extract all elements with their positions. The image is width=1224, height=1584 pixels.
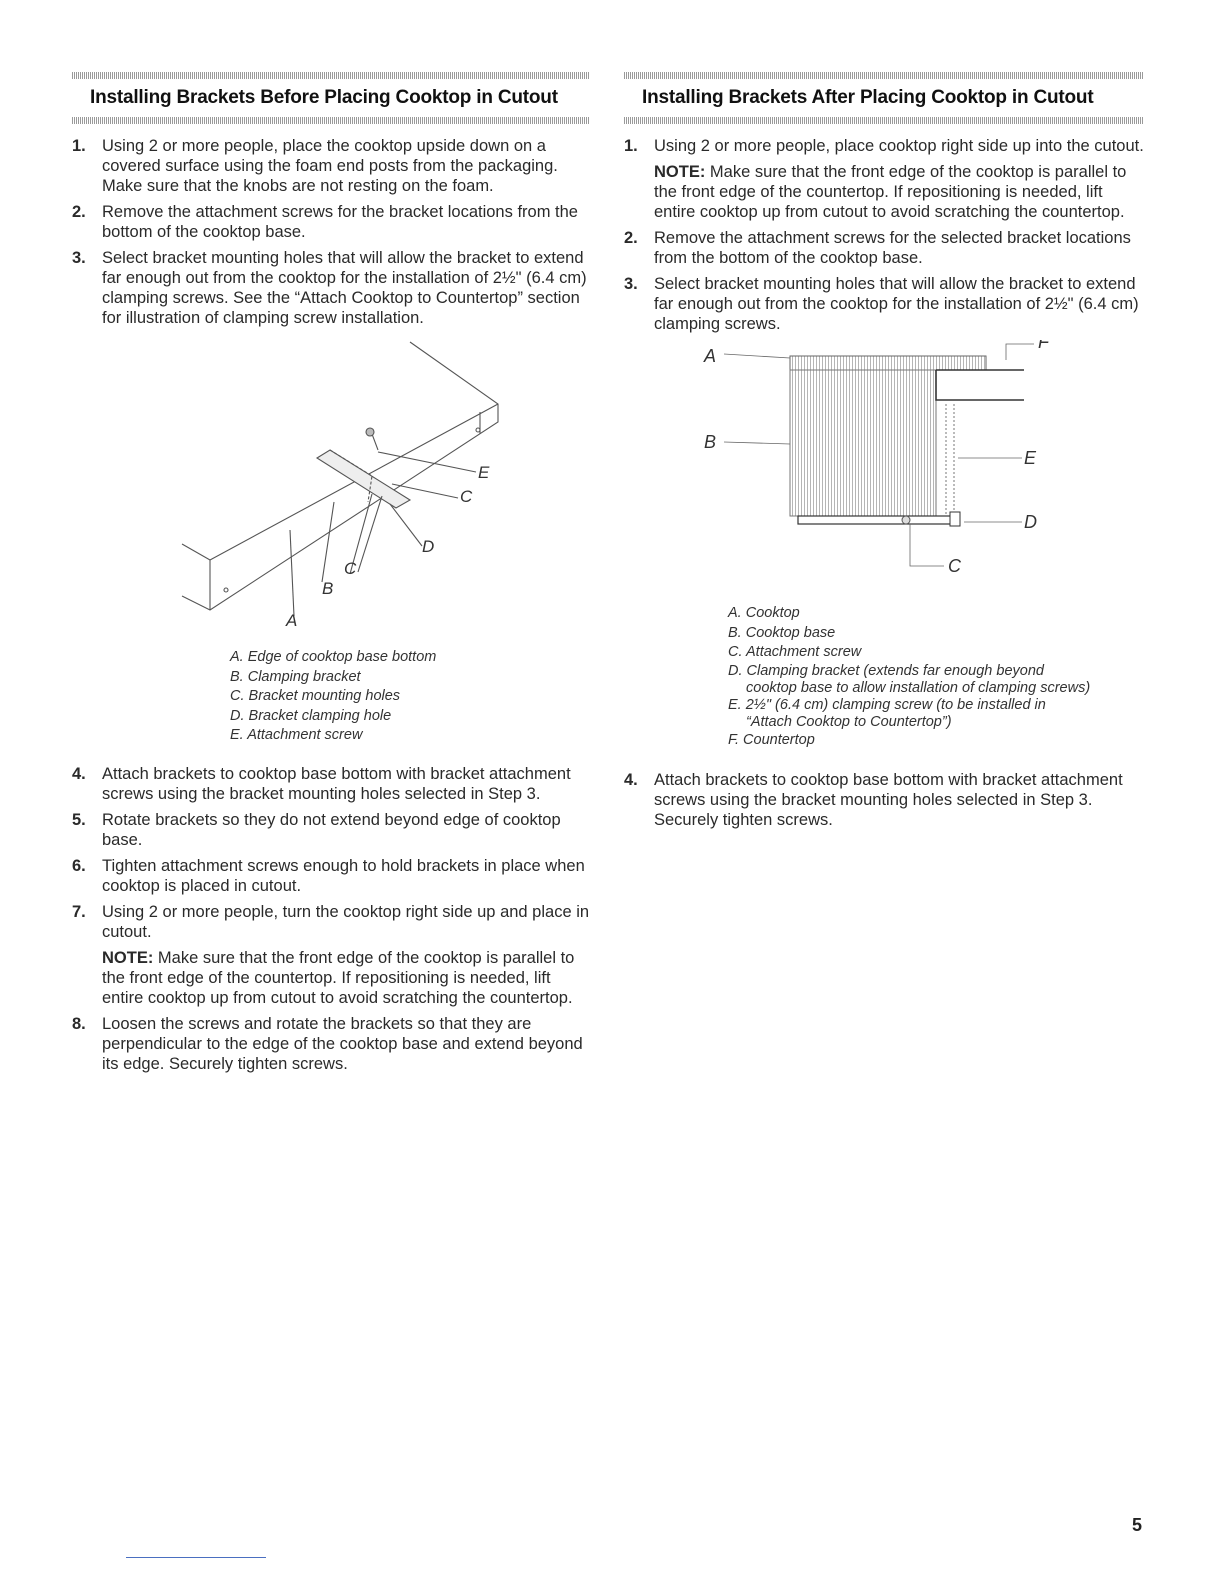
step-text: Loosen the screws and rotate the brackets so that they are perpendicular to the edge of the cooktop base and extend beyond its edge. Securely tighten screws.	[102, 1014, 583, 1073]
note	[102, 948, 590, 1008]
legend-item: B. Clamping bracket	[230, 668, 361, 685]
note-text: Make sure that the front edge of the cooktop is parallel to the front edge of the countertop. If repositioning is needed, lift entire cooktop up from cutout to avoid scratching the countertop.	[102, 948, 575, 1007]
label-a: A	[286, 611, 298, 630]
step-number: 2.	[624, 229, 638, 247]
steps-before-list	[72, 136, 590, 328]
step-text: Remove the attachment screws for the bracket locations from the bottom of the cooktop base.	[102, 203, 578, 241]
cutout-diagram-svg	[624, 340, 1144, 602]
step-number: 3.	[624, 275, 638, 293]
list-item	[72, 810, 590, 850]
steps-after-list	[624, 136, 1144, 334]
bracket-diagram-before	[72, 334, 590, 644]
step-number: 4.	[72, 764, 86, 783]
label-c2: C	[344, 559, 357, 578]
label-d: D	[422, 537, 435, 556]
legend-item: A. Edge of cooktop base bottom	[230, 649, 437, 665]
note-text: Make sure that the front edge of the cooktop is parallel to the front edge of the countertop. If repositioning is needed, lift entire cooktop up from cutout to avoid scratching the countertop.	[654, 163, 1127, 221]
bracket-diagram-svg	[72, 334, 590, 644]
step-number: 2.	[72, 203, 86, 221]
list-item	[624, 770, 1144, 830]
step-text: Using 2 or more people, place the cooktop upside down on a covered surface using the foam end posts from the packaging. Make sure that the knobs are not resting on the foam.	[102, 137, 558, 195]
step-number: 7.	[72, 902, 86, 921]
list-item	[624, 136, 1144, 222]
legend-item: F. Countertop	[728, 731, 815, 748]
step-number: 6.	[72, 856, 86, 875]
label-a: A	[704, 346, 717, 366]
legend-item-continued: cooktop base to allow installation of clamping screws)	[746, 679, 1091, 696]
step-number: 4.	[624, 771, 638, 789]
right-column	[624, 72, 1144, 836]
step-text: Select bracket mounting holes that will allow the bracket to extend far enough out from the cooktop for the installation of 2½" (6.4 cm) clamping screws.	[654, 275, 1139, 333]
list-item	[72, 1014, 590, 1074]
label-d: D	[1024, 512, 1037, 532]
legend-item: C. Attachment screw	[728, 644, 862, 660]
section-rule-top	[624, 72, 1144, 79]
legend-item-continued: “Attach Cooktop to Countertop”)	[746, 713, 952, 730]
label-b: B	[322, 579, 334, 598]
legend-item: E. Attachment screw	[230, 727, 363, 743]
label-f: F	[1038, 340, 1049, 352]
legend-item: E. 2½" (6.4 cm) clamping screw (to be installed in	[728, 696, 1046, 713]
legend-after	[728, 604, 1144, 750]
label-e: E	[478, 463, 490, 482]
list-item	[72, 856, 590, 896]
legend-before	[230, 648, 590, 746]
note	[654, 162, 1144, 222]
step-number: 3.	[72, 249, 86, 267]
label-e: E	[1024, 448, 1037, 468]
legend-item: D. Bracket clamping hole	[230, 707, 392, 724]
left-column	[72, 72, 590, 1080]
step-text: Using 2 or more people, place cooktop right side up into the cutout.	[654, 137, 1144, 155]
legend-item: A. Cooktop	[728, 605, 800, 621]
step-text: Attach brackets to cooktop base bottom with bracket attachment screws using the bracket mounting holes selected in Step 3. Securely tighten screws.	[654, 771, 1123, 829]
list-item	[72, 764, 590, 804]
section-title-after: Installing Brackets After Placing Cooktop in Cutout	[642, 87, 1094, 108]
step-text: Select bracket mounting holes that will allow the bracket to extend far enough out from the cooktop for the installation of 2½" (6.4 cm) clamping screws. See the “Attach Cooktop to Countertop” section for illustration of clamping screw installation.	[102, 249, 587, 327]
step-number: 5.	[72, 810, 86, 829]
note-label: NOTE:	[654, 163, 706, 181]
label-b: B	[704, 432, 717, 452]
footer-line	[126, 1557, 266, 1558]
list-item	[72, 248, 590, 328]
step-number: 8.	[72, 1014, 86, 1033]
steps-after-list-continued	[624, 770, 1144, 830]
list-item	[624, 228, 1144, 268]
step-text: Using 2 or more people, turn the cooktop right side up and place in cutout.	[102, 902, 590, 941]
section-rule-bottom	[72, 117, 590, 124]
label-c: C	[948, 556, 961, 576]
label-c1: C	[460, 487, 473, 506]
note-label: NOTE:	[102, 948, 154, 967]
steps-before-list-continued	[72, 764, 590, 1074]
bracket-diagram-after	[624, 340, 1144, 602]
step-text: Attach brackets to cooktop base bottom with bracket attachment screws using the bracket mounting holes selected in Step 3.	[102, 764, 571, 803]
list-item	[72, 136, 590, 196]
legend-item: D. Clamping bracket (extends far enough beyond	[728, 662, 1044, 679]
step-text: Rotate brackets so they do not extend beyond edge of cooktop base.	[102, 810, 561, 849]
section-rule-top	[72, 72, 590, 79]
step-text: Tighten attachment screws enough to hold brackets in place when cooktop is placed in cutout.	[102, 856, 585, 895]
page-number: 5	[1131, 1515, 1142, 1535]
section-rule-bottom	[624, 117, 1144, 124]
step-number: 1.	[72, 137, 86, 155]
list-item	[72, 902, 590, 1008]
legend-item: B. Cooktop base	[728, 624, 836, 641]
list-item	[624, 274, 1144, 334]
list-item	[72, 202, 590, 242]
section-title-before: Installing Brackets Before Placing Cooktop in Cutout	[90, 87, 558, 108]
step-text: Remove the attachment screws for the selected bracket locations from the bottom of the cooktop base.	[654, 229, 1131, 267]
legend-item: C. Bracket mounting holes	[230, 688, 401, 704]
step-number: 1.	[624, 137, 638, 155]
